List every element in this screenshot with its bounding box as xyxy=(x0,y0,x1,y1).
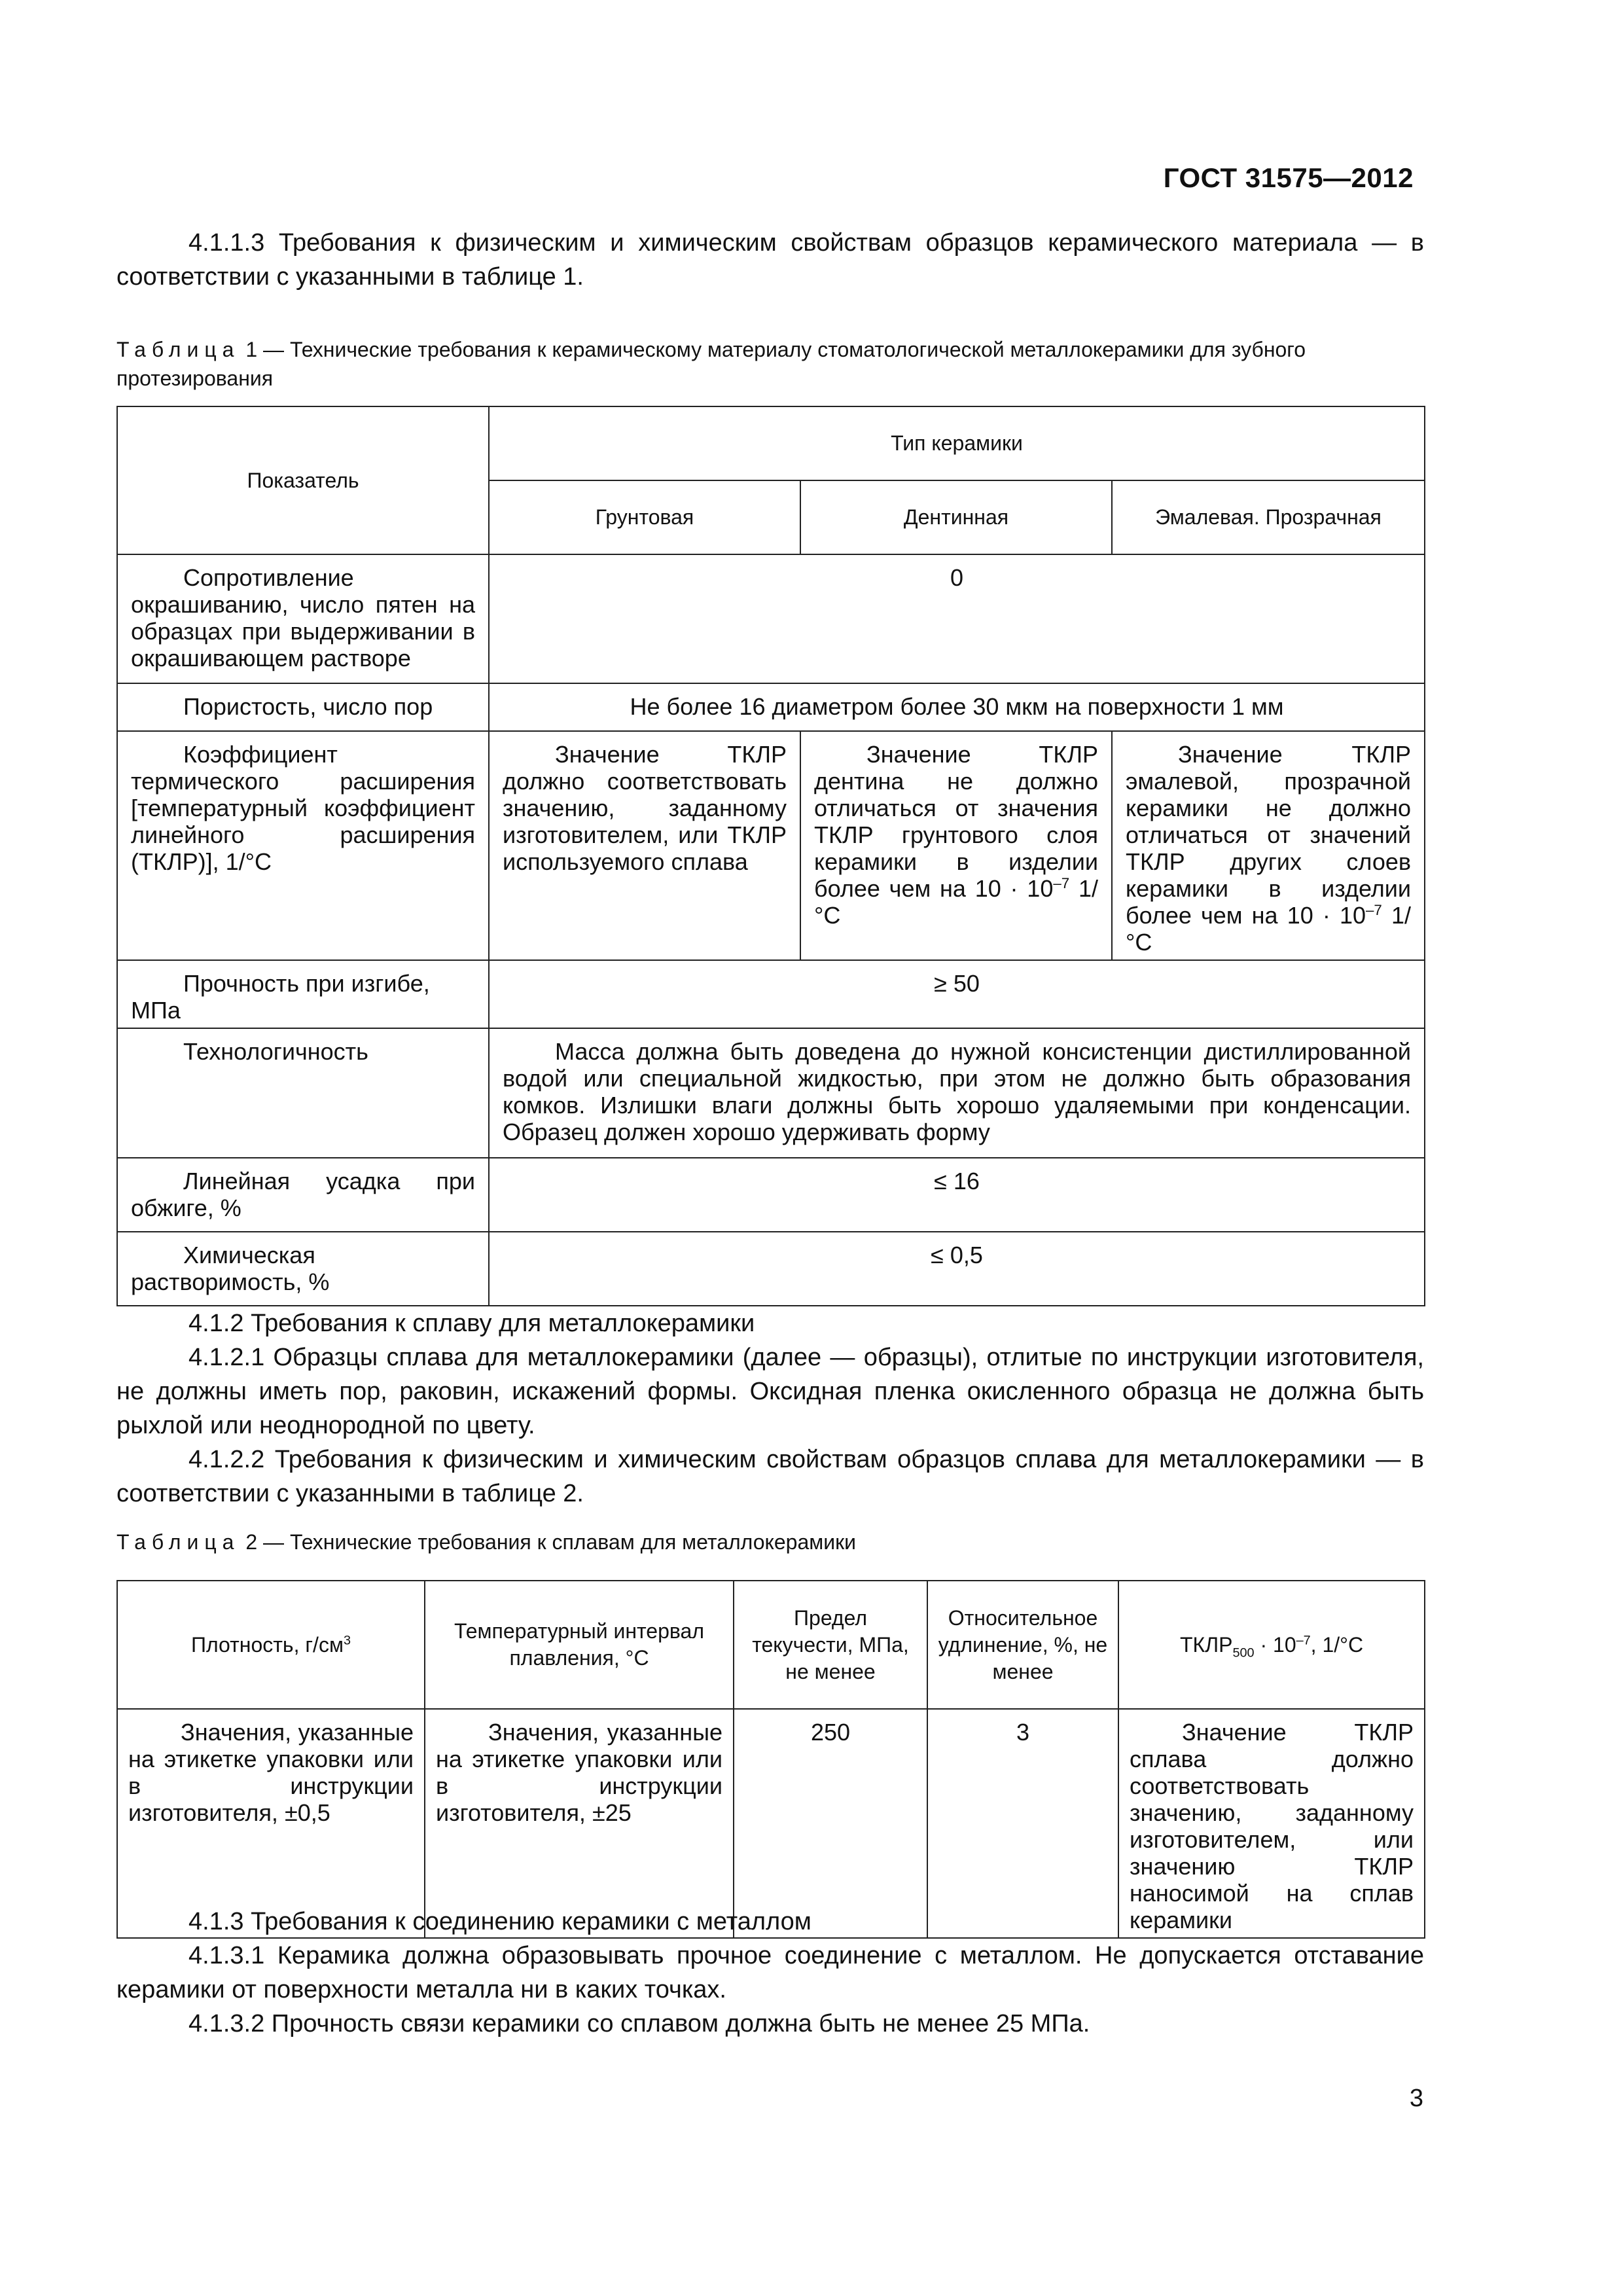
manufacturability-value: Масса должна быть доведена до нужной консистенции дистиллированной водой или специальной жидкостью, при этом не должно быть образования комков. Излишки влаги должны быть хорошо удаляемыми при конденсации. Образец должен хорошо удерживать форму xyxy=(489,1028,1425,1158)
table-row xyxy=(117,960,1425,1028)
table-row xyxy=(117,554,1425,683)
table-1-header-ground: Грунтовая xyxy=(489,480,800,554)
density-header-exponent: 3 xyxy=(343,1632,351,1647)
paragraph-4-1-3-2: 4.1.3.2 Прочность связи керамики со сплавом должна быть не менее 25 МПа. xyxy=(188,2010,1090,2037)
tklr-enamel-text: Значение ТКЛР эмалевой, прозрачной керамики не должно отличаться от значений ТКЛР других слоев керамики в изделии более чем на 10 · 10 xyxy=(1126,741,1411,929)
tklr-dentin xyxy=(800,731,1112,960)
table-1-caption-text: 1 — Технические требования к керамическому материалу стоматологической металлокерамики для зубного протезирования xyxy=(116,338,1306,390)
bending-value: ≥ 50 xyxy=(489,960,1425,1028)
table-row xyxy=(117,731,1425,960)
staining-value: 0 xyxy=(489,554,1425,683)
tklr-label: Коэффициент термического расширения [температурный коэффициент линейного расширения (ТКЛР)], 1/°С xyxy=(117,731,489,960)
table-2-caption-text: 2 — Технические требования к сплавам для металлокерамики xyxy=(240,1530,856,1554)
porosity-label: Пористость, число пор xyxy=(117,683,489,731)
tklr-header-exp: –7 xyxy=(1296,1632,1311,1647)
tklr-header-c: , 1/°С xyxy=(1310,1632,1364,1657)
paragraph-4-1-2-2: 4.1.2.2 Требования к физическим и химическим свойствам образцов сплава для металлокерамики — в соответствии с указанными в таблице 2. xyxy=(116,1446,1424,1507)
section-4-1-3-title: 4.1.3 Требования к соединению керамики с металлом xyxy=(188,1908,812,1935)
tklr-header-b: · 10 xyxy=(1254,1632,1296,1657)
table-1-caption xyxy=(116,335,1424,393)
density-header-text: Плотность, г/см xyxy=(191,1632,344,1657)
table-2-header-melting: Температурный интервал плавления, °С xyxy=(425,1581,734,1709)
table-row xyxy=(117,1709,1425,1938)
table-row xyxy=(117,683,1425,731)
tklr-dentin-unit: 1/°С xyxy=(814,875,1098,929)
table-1 xyxy=(116,406,1425,1306)
intro-section xyxy=(116,226,1424,294)
manufacturability-label: Технологичность xyxy=(117,1028,489,1158)
porosity-value: Не более 16 диаметром более 30 мкм на поверхности 1 мм xyxy=(489,683,1425,731)
tklr-dentin-text: Значение ТКЛР дентина не должно отличаться от значения ТКЛР грунтового слоя керамики в изделии более чем на 10 · 10 xyxy=(814,741,1098,902)
tklr-enamel-unit: 1/°С xyxy=(1126,902,1411,956)
table-1-header-row xyxy=(117,406,1425,480)
table-1-header-enamel: Эмалевая. Прозрачная xyxy=(1112,480,1425,554)
tklr-value: Значение ТКЛР сплава должно соответствовать значению, заданному изготовителем, или значению ТКЛР наносимой на сплав керамики xyxy=(1118,1709,1425,1938)
table-2-caption-prefix: Таблица xyxy=(116,1530,240,1554)
tklr-dentin-exponent: –7 xyxy=(1053,875,1070,891)
shrinkage-value: ≤ 16 xyxy=(489,1158,1425,1232)
table-1-header-ceramic-type: Тип керамики xyxy=(489,406,1425,480)
table-row xyxy=(117,1028,1425,1158)
tklr-header-sub: 500 xyxy=(1232,1645,1255,1660)
tklr-header-a: ТКЛР xyxy=(1179,1632,1233,1657)
bending-label: Прочность при изгибе, МПа xyxy=(117,960,489,1028)
document-code: ГОСТ 31575—2012 xyxy=(1163,162,1414,193)
table-1-header-dentin: Дентинная xyxy=(800,480,1112,554)
tklr-enamel-exponent: –7 xyxy=(1366,902,1382,918)
staining-label: Сопротивление окрашиванию, число пятен на образцах при выдерживании в окрашивающем растворе xyxy=(117,554,489,683)
table-2-header-row xyxy=(117,1581,1425,1709)
table-row xyxy=(117,1158,1425,1232)
elongation-value: 3 xyxy=(927,1709,1118,1938)
tklr-enamel xyxy=(1112,731,1425,960)
table-2-header-tklr xyxy=(1118,1581,1425,1709)
table-2-caption xyxy=(116,1528,1424,1556)
solubility-label: Химическая растворимость, % xyxy=(117,1232,489,1306)
section-4-1-3 xyxy=(116,1905,1424,2041)
section-4-1-2-title: 4.1.2 Требования к сплаву для металлокерамики xyxy=(188,1310,755,1337)
section-4-1-2 xyxy=(116,1306,1424,1511)
table-row xyxy=(117,1232,1425,1306)
table-2-header-elongation: Относительное удлинение, %, не менее xyxy=(927,1581,1118,1709)
table-1-caption-prefix: Таблица xyxy=(116,338,240,361)
density-value: Значения, указанные на этикетке упаковки или в инструкции изготовителя, ±0,5 xyxy=(117,1709,425,1938)
paragraph-4-1-1-3: 4.1.1.3 Требования к физическим и химическим свойствам образцов керамического материала — в соответствии с указанными в таблице 1. xyxy=(116,229,1424,291)
solubility-value: ≤ 0,5 xyxy=(489,1232,1425,1306)
tklr-ground: Значение ТКЛР должно соответствовать значению, заданному изготовителем, или ТКЛР используемого сплава xyxy=(489,731,800,960)
table-1-header-indicator: Показатель xyxy=(117,406,489,554)
shrinkage-label: Линейная усадка при обжиге, % xyxy=(117,1158,489,1232)
yield-value: 250 xyxy=(734,1709,927,1938)
page-number: 3 xyxy=(1409,2085,1423,2112)
table-2-header-yield: Предел текучести, МПа, не менее xyxy=(734,1581,927,1709)
paragraph-4-1-3-1: 4.1.3.1 Керамика должна образовывать прочное соединение с металлом. Не допускается отставание керамики от поверхности металла ни в каких точках. xyxy=(116,1942,1424,2003)
paragraph-4-1-2-1: 4.1.2.1 Образцы сплава для металлокерамики (далее — образцы), отлитые по инструкции изготовителя, не должны иметь пор, раковин, искажений формы. Оксидная пленка окисленного образца не должна быть рыхлой или неоднородной по цвету. xyxy=(116,1344,1424,1439)
table-2 xyxy=(116,1580,1425,1939)
table-2-header-density xyxy=(117,1581,425,1709)
melting-value: Значения, указанные на этикетке упаковки или в инструкции изготовителя, ±25 xyxy=(425,1709,734,1938)
